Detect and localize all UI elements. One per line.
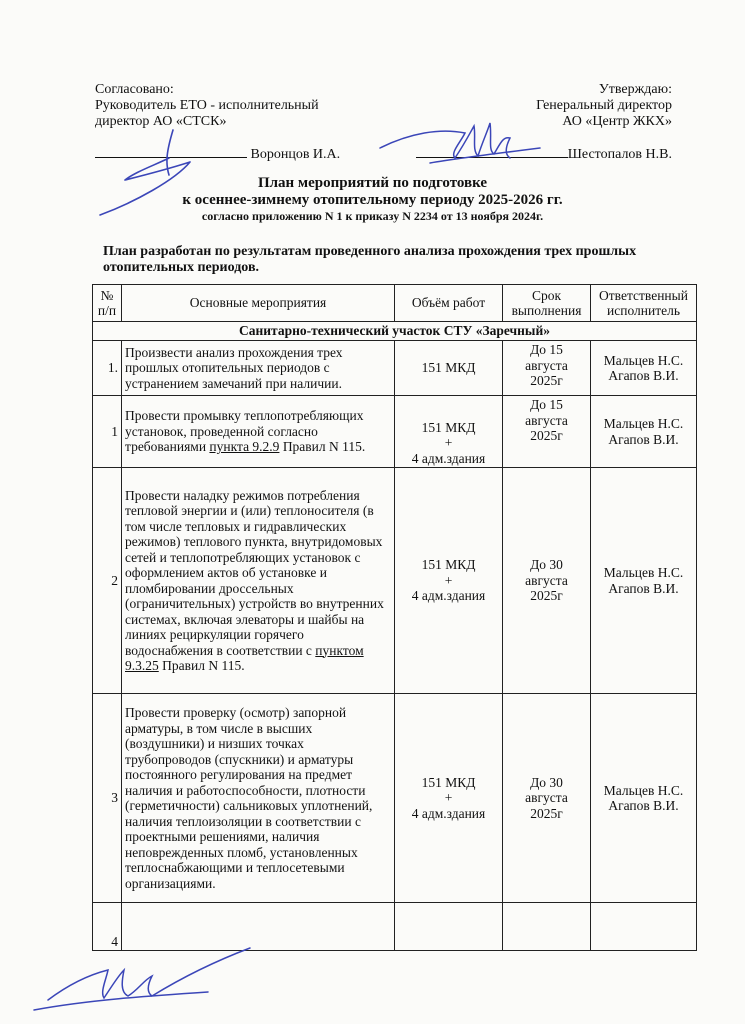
right-signature-line	[416, 145, 672, 163]
row-volume: 151 МКД	[395, 341, 503, 396]
header-volume: Объём работ	[395, 285, 503, 322]
row-number: 1.	[93, 341, 122, 396]
plan-basis-note: План разработан по результатам проведенного анализа прохождения трех прошлых отопительных периодов.	[103, 244, 637, 275]
right-signer-name: Шестопалов Н.В.	[567, 147, 672, 162]
row-number: 1	[93, 396, 122, 468]
left-signature-line	[95, 145, 340, 163]
approval-right-block	[536, 82, 672, 130]
bottom-signature-drawing	[28, 940, 258, 1020]
row-deadline: До 30 августа 2025г	[503, 468, 591, 694]
header-number: № п/п	[93, 285, 122, 322]
row-volume: 151 МКД + 4 адм.здания	[395, 468, 503, 694]
row-number: 2	[93, 468, 122, 694]
table-row	[93, 694, 697, 903]
approved-position: Генеральный директор	[536, 98, 672, 113]
row-deadline: До 15 августа 2025г	[503, 341, 591, 396]
approved-label: Утверждаю:	[598, 82, 672, 97]
row-deadline: До 30 августа 2025г	[503, 694, 591, 903]
header-activity: Основные мероприятия	[122, 285, 395, 322]
row-activity: Провести наладку режимов потребления тепловой энергии и (или) теплоносителя (в том числе тепловых и гидравлических режимов) теплового пункта, внутридомовых сетей и теплопотребляющих установок с оформлением актов об установке и пломбировании дроссельных (ограничительных) устройств во внутренних системах, включая элеваторы и шайбы на линиях рециркуляции горячего водоснабжения в соответствии с пунктом 9.3.25 Правил N 115.	[122, 468, 395, 694]
agreed-organization: директор АО «СТСК»	[95, 114, 227, 129]
row-activity: Провести промывку теплопотребляющих установок, проведенной согласно требованиями пункта 9.2.9 Правил N 115.	[122, 396, 395, 468]
signature-underline	[95, 145, 247, 158]
row-number: 4	[93, 903, 122, 951]
section-title: Санитарно-технический участок СТУ «Заречный»	[93, 322, 697, 341]
row-responsible: Мальцев Н.С. Агапов В.И.	[591, 341, 697, 396]
row-responsible: Мальцев Н.С. Агапов В.И.	[591, 396, 697, 468]
row-number: 3	[93, 694, 122, 903]
regulation-link[interactable]: пункта 9.2.9	[209, 439, 280, 455]
agreed-label: Согласовано:	[95, 82, 174, 97]
row-deadline	[503, 903, 591, 951]
table-row	[93, 903, 697, 951]
title-line-1: План мероприятий по подготовке	[257, 175, 488, 191]
row-activity: Произвести анализ прохождения трех прошлых отопительных периодов с устранением замечаний при наличии.	[122, 341, 395, 396]
activities-table	[92, 284, 697, 951]
document-title	[0, 175, 745, 224]
row-volume: 151 МКД + 4 адм.здания	[395, 694, 503, 903]
left-signer-name: Воронцов И.А.	[250, 147, 341, 162]
table-header-row	[93, 285, 697, 322]
header-deadline: Срок выполнения	[503, 285, 591, 322]
section-row	[93, 322, 697, 341]
row-responsible: Мальцев Н.С. Агапов В.И.	[591, 468, 697, 694]
approved-organization: АО «Центр ЖКХ»	[562, 114, 672, 129]
approval-left-block	[95, 82, 319, 130]
row-responsible: Мальцев Н.С. Агапов В.И.	[591, 694, 697, 903]
title-line-2: к осеннее-зимнему отопительному периоду 2025-2026 гг.	[182, 192, 563, 208]
table-row	[93, 468, 697, 694]
row-volume	[395, 903, 503, 951]
row-deadline: До 15 августа 2025г	[503, 396, 591, 468]
header-responsible: Ответственный исполнитель	[591, 285, 697, 322]
row-activity: Провести проверку (осмотр) запорной арматуры, в том числе в высших (воздушники) и низших точках трубопроводов (спускники) и арматуры постоянного регулирования на предмет наличия и работоспособности, плотности (герметичности) сальниковых уплотнений, наличия теплоизоляции в соответствии с проектными решениями, наличия неповрежденных пломб, установленных теплоснабжающими и теплосетевыми организациями.	[122, 694, 395, 903]
signature-underline	[416, 145, 568, 158]
row-responsible	[591, 903, 697, 951]
agreed-position: Руководитель ЕТО - исполнительный	[95, 98, 319, 113]
row-volume: 151 МКД + 4 адм.здания	[395, 396, 503, 468]
title-line-3: согласно приложению N 1 к приказу N 2234 от 13 ноября 2024г.	[201, 209, 544, 223]
table-row	[93, 341, 697, 396]
row-activity	[122, 903, 395, 951]
regulation-link[interactable]: пунктом 9.3.25	[125, 642, 364, 673]
table-row	[93, 396, 697, 468]
